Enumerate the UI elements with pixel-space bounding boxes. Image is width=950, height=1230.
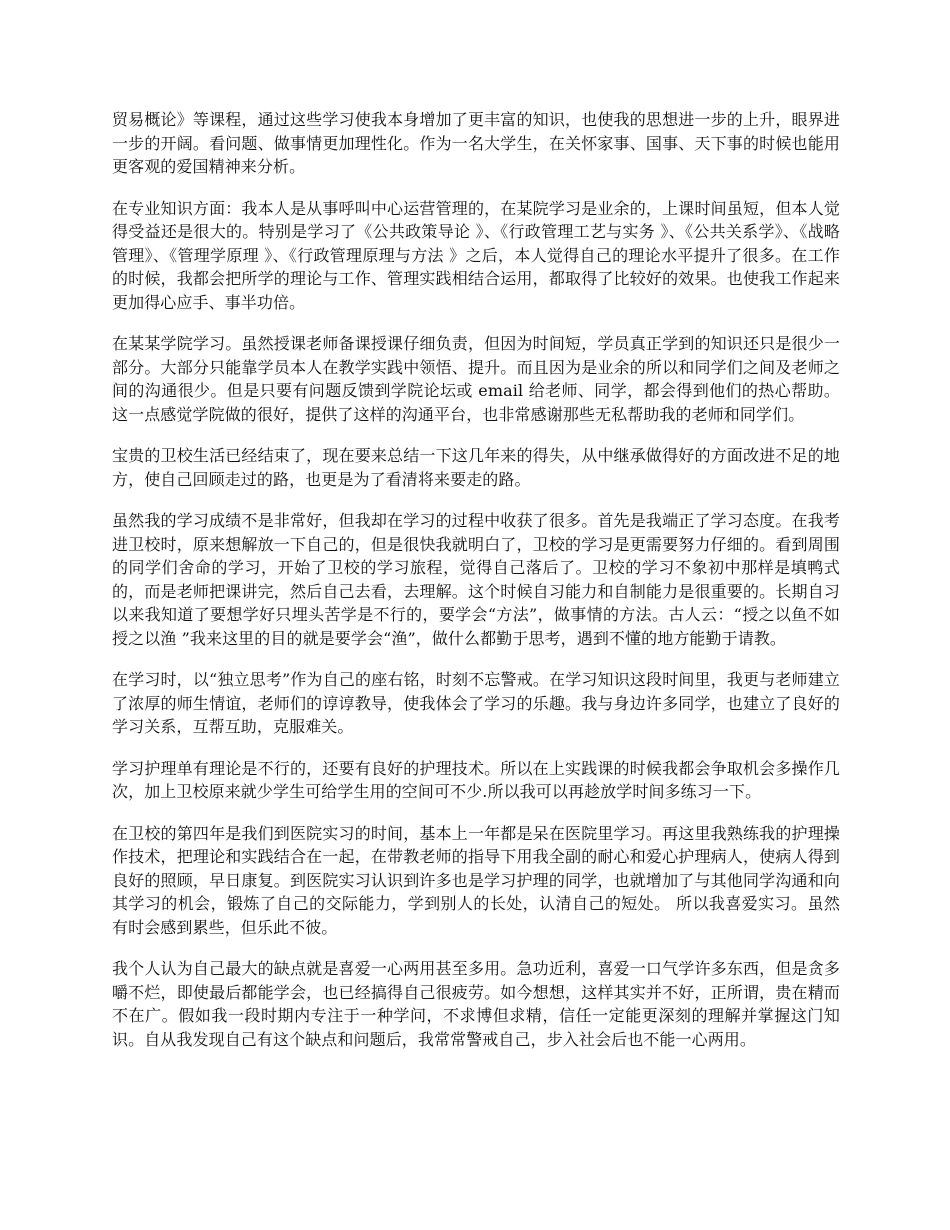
paragraph-8: 在卫校的第四年是我们到医院实习的时间，基本上一年都是呆在医院里学习。再这里我熟练我的护理操作技术，把理论和实践结合在一起，在带教老师的指导下用我全副的耐心和爱心护理病人，使病人得到良好的照顾，早日康复。到医院实习认识到许多也是学习护理的同学，也就增加了与其他同学沟通和向其学习的机会，锻炼了自己的交际能力，学到别人的长处，认清自己的短处。 所以我喜爱实习。虽然有时会感到累些，但乐此不彼。 [112, 823, 840, 937]
paragraph-5: 虽然我的学习成绩不是非常好，但我却在学习的过程中收获了很多。首先是我端正了学习态度。在我考进卫校时，原来想解放一下自己的，但是很快我就明白了，卫校的学习是更需要努力仔细的。看到周围的同学们舍命的学习，开始了卫校的学习旅程，觉得自己落后了。卫校的学习不象初中那样是填鸭式的，而是老师把课讲完，然后自己去看，去理解。这个时候自习能力和自制能力是很重要的。长期自习以来我知道了要想学好只埋头苦学是不行的，要学会“方法”，做事情的方法。古人云：“授之以鱼不如授之以渔 ”我来这里的目的就是要学会“渔”，做什么都勤于思考，遇到不懂的地方能勤于请教。 [112, 511, 840, 648]
paragraph-1: 贸易概论》等课程，通过这些学习使我本身增加了更丰富的知识，也使我的思想进一步的上升，眼界进一步的开阔。看问题、做事情更加理性化。作为一名大学生，在关怀家事、国事、天下事的时候也能用更客观的爱国精神来分析。 [112, 110, 840, 176]
paragraph-4: 宝贵的卫校生活已经结束了，现在要来总结一下这几年来的得失，从中继承做得好的方面改进不足的地方，使自己回顾走过的路，也更是为了看清将来要走的路。 [112, 446, 840, 489]
paragraph-6: 在学习时，以“独立思考”作为自己的座右铭，时刻不忘警戒。在学习知识这段时间里，我更与老师建立了浓厚的师生情谊，老师们的谆谆教导，使我体会了学习的乐趣。我与身边许多同学，也建立了良好的学习关系，互帮互助，克服难关。 [112, 670, 840, 736]
paragraph-2: 在专业知识方面：我本人是从事呼叫中心运营管理的，在某院学习是业余的，上课时间虽短，但本人觉得受益还是很大的。特别是学习了《公共政策导论 》、《行政管理工艺与实务 》、《公共关系学》、《战略管理》、《管理学原理 》、《行政管理原理与方法 》之后，本人觉得自己的理论水平提升了很多。在工作的时候，我都会把所学的理论与工作、管理实践相结合运用，都取得了比较好的效果。也使我工作起来更加得心应手、事半功倍。 [112, 198, 840, 312]
paragraph-7: 学习护理单有理论是不行的，还要有良好的护理技术。所以在上实践课的时候我都会争取机会多操作几次，加上卫校原来就少学生可给学生用的空间可不少.所以我可以再趁放学时间多练习一下。 [112, 758, 840, 801]
paragraph-3: 在某某学院学习。虽然授课老师备课授课仔细负责，但因为时间短，学员真正学到的知识还只是很少一部分。大部分只能靠学员本人在教学实践中领悟、提升。而且因为是业余的所以和同学们之间及老师之间的沟通很少。但是只要有问题反馈到学院论坛或 email 给老师、同学，都会得到他们的热心帮助。这一点感觉学院做的很好，提供了这样的沟通平台，也非常感谢那些无私帮助我的老师和同学们。 [112, 334, 840, 424]
paragraph-9: 我个人认为自己最大的缺点就是喜爱一心两用甚至多用。急功近利，喜爱一口气学许多东西，但是贪多嚼不烂，即使最后都能学会，也已经搞得自己很疲劳。如今想想，这样其实并不好，正所谓，贵在精而不在广。假如我一段时期内专注于一种学问，不求博但求精，信任一定能更深刻的理解并掌握这门知识。自从我发现自己有这个缺点和问题后，我常常警戒自己，步入社会后也不能一心两用。 [112, 959, 840, 1049]
document-body [112, 108, 840, 1069]
